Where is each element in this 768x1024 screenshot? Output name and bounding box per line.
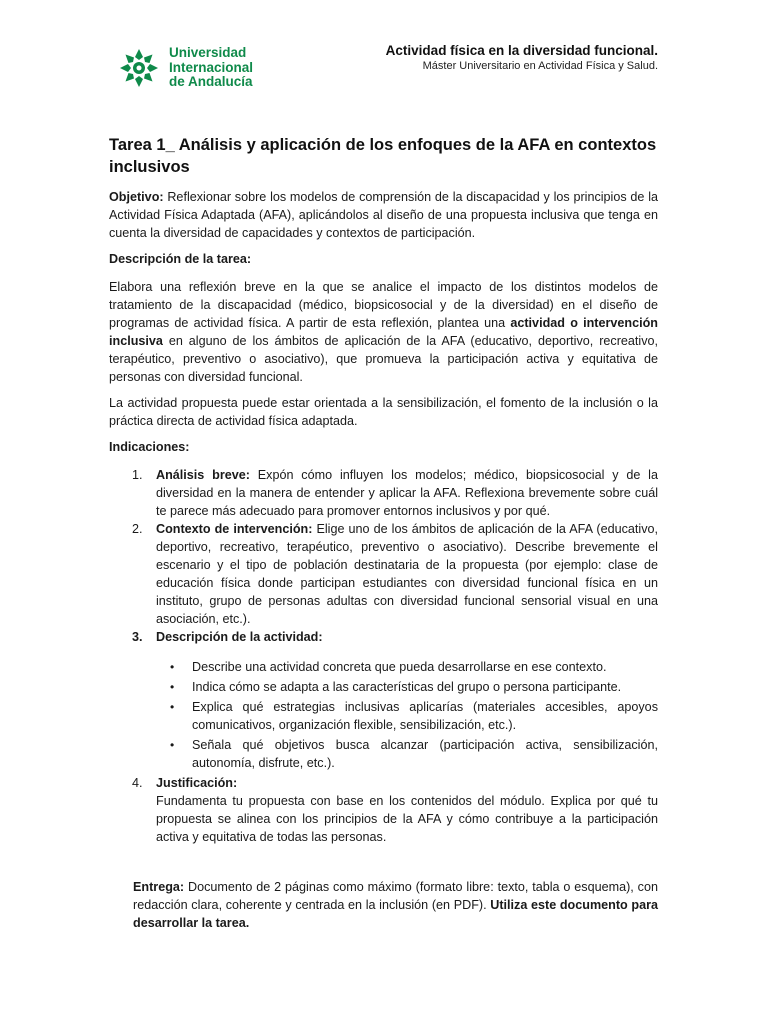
document-body [109, 134, 658, 940]
delivery-text: Documento de 2 páginas como máximo (formato libre: texto, tabla o esquema), con redacción clara, coherente y centrada en la inclusión (en PDF). [133, 880, 658, 912]
list-item [109, 520, 658, 628]
objective-text: Reflexionar sobre los modelos de comprensión de la discapacidad y los principios de la Actividad Física Adaptada (AFA), aplicándolos al diseño de una propuesta inclusiva que tenga en cuenta la diversidad de capacidades y contextos de participación. [109, 190, 658, 240]
activity-bullet-list [109, 658, 658, 772]
logo-line-2: Internacional [169, 59, 254, 75]
university-emblem-icon [118, 47, 160, 89]
instructions-heading: Indicaciones: [109, 440, 190, 454]
bullet-icon: • [170, 680, 175, 694]
objective-label: Objetivo: [109, 190, 164, 204]
bullet-icon: • [170, 660, 175, 674]
bullet-item [109, 736, 658, 772]
item-number: 2. [132, 522, 143, 536]
list-item [109, 466, 658, 520]
item-label: Descripción de la actividad: [156, 630, 323, 644]
item-text: Elige uno de los ámbitos de aplicación de la AFA (educativo, deportivo, recreativo, terapéutico, preventivo o asociativo). Describe brevemente el escenario y el tipo de población destinataria de la propuesta (por ejemplo: clase de educación física donde participan estudiantes con diversidad funcional física en un instituto, grupo de personas adultas con diversidad funcional sensorial visual en una asociación, etc.). [156, 522, 658, 626]
description-paragraph-1 [109, 278, 658, 386]
bullet-text: Indica cómo se adapta a las características del grupo o persona participante. [192, 680, 622, 694]
item-label: Contexto de intervención: [156, 522, 313, 536]
course-title: Actividad física en la diversidad funcional. [385, 43, 658, 58]
list-item [109, 774, 658, 846]
bullet-icon: • [170, 738, 175, 752]
item-number: 4. [132, 776, 143, 790]
description-text-b: en alguno de los ámbitos de aplicación de la AFA (educativo, deportivo, recreativo, terapéutico, preventivo o asociativo), que promueva la participación activa y equitativa de personas con diversidad funcional. [109, 334, 658, 384]
delivery-label: Entrega: [133, 880, 185, 894]
logo-line-1: Universidad [169, 45, 247, 60]
instructions-list [109, 466, 658, 646]
description-highlight: actividad o intervención inclusiva [109, 316, 658, 348]
task-title: Tarea 1_ Análisis y aplicación de los enfoques de la AFA en contextos inclusivos [109, 136, 657, 176]
program-subtitle: Máster Universitario en Actividad Física y Salud. [422, 60, 658, 72]
item-text: Expón cómo influyen los modelos; médico, biopsicosocial y de la diversidad en la manera de entender y aplicar la AFA. Reflexiona brevemente sobre cuál te parece más adecuado para promover entornos inclusivos y por qué. [156, 468, 658, 518]
bullet-item [109, 678, 658, 696]
objective-paragraph [109, 188, 658, 242]
university-logo [118, 46, 253, 90]
delivery-paragraph [109, 878, 658, 932]
bullet-item [109, 658, 658, 676]
bullet-item [109, 698, 658, 734]
description-paragraph-2: La actividad propuesta puede estar orientada a la sensibilización, el fomento de la inclusión o la práctica directa de actividad física adaptada. [109, 396, 658, 428]
document-header [386, 42, 658, 73]
item-label: Justificación: [156, 776, 238, 790]
item-number: 1. [132, 468, 143, 482]
logo-text [169, 46, 253, 90]
item-number: 3. [132, 630, 143, 644]
item-label: Análisis breve: [156, 468, 250, 482]
delivery-instruction: Utiliza este documento para desarrollar la tarea. [133, 898, 658, 930]
list-item [109, 628, 658, 646]
bullet-text: Señala qué objetivos busca alcanzar (participación activa, sensibilización, autonomía, disfrute, etc.). [192, 738, 658, 770]
description-heading: Descripción de la tarea: [109, 252, 252, 266]
item-text: Fundamenta tu propuesta con base en los contenidos del módulo. Explica por qué tu propuesta se alinea con los principios de la AFA y cómo contribuye a la participación activa y equitativa de todas las personas. [156, 794, 658, 844]
bullet-icon: • [170, 700, 175, 714]
bullet-text: Describe una actividad concreta que pueda desarrollarse en ese contexto. [192, 660, 607, 674]
bullet-text: Explica qué estrategias inclusivas aplicarías (materiales accesibles, apoyos comunicativos, organización flexible, sensibilización, etc.). [192, 700, 658, 732]
logo-line-3: de Andalucía [169, 74, 253, 89]
instructions-list-continued [109, 774, 658, 846]
description-text-a: Elabora una reflexión breve en la que se analice el impacto de los distintos modelos de tratamiento de la discapacidad (médico, biopsicosocial y de la diversidad) en el diseño de programas de actividad física. A partir de esta reflexión, plantea una [109, 280, 658, 330]
